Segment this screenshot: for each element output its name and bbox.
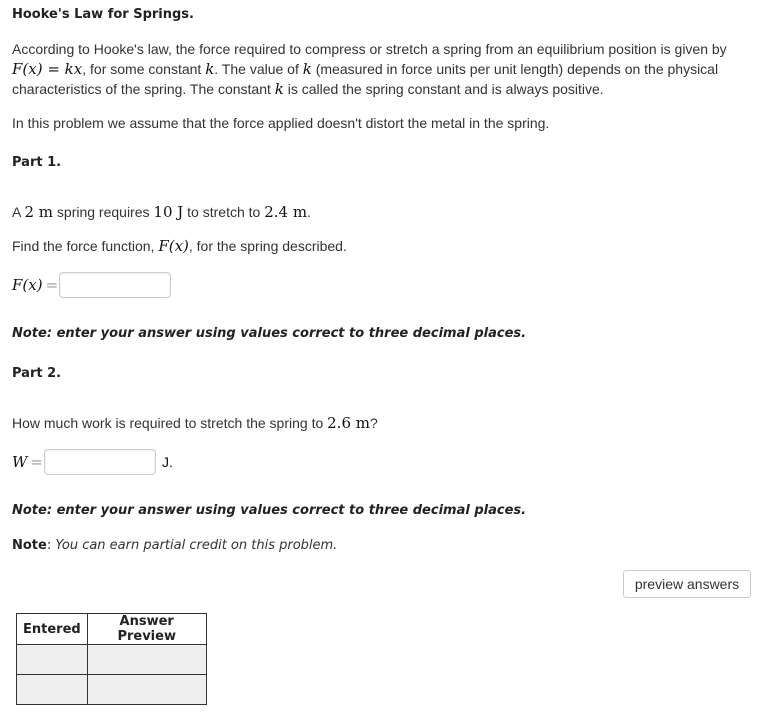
intro-line-3: characteristics of the spring. The constant k is called the spring constant and is always positive. xyxy=(12,80,604,98)
answer-preview-header: Answer Preview xyxy=(87,614,206,645)
part1-answer-row: F(x) = xyxy=(12,271,171,299)
partial-credit-note: Note: You can earn partial credit on this problem. xyxy=(12,538,338,553)
work-unit: J. xyxy=(162,454,173,470)
results-header-row xyxy=(17,614,207,645)
table-row xyxy=(17,675,207,705)
preview-answers-button[interactable]: preview answers xyxy=(623,570,751,598)
part2-answer-row: W = J. xyxy=(12,448,173,476)
part1-problem: A 2 m spring requires 10 J to stretch to 2.4 m. xyxy=(12,203,311,221)
part1-heading: Part 1. xyxy=(12,155,62,170)
intro-line-2: F(x) = kx, for some constant k. The value of k (measured in force units per unit length) depends on the physical xyxy=(12,60,719,78)
results-table xyxy=(16,613,207,705)
preview-cell xyxy=(87,645,206,675)
part1-question: Find the force function, F(x), for the spring described. xyxy=(12,237,347,255)
entered-header: Entered xyxy=(17,614,88,645)
part1-answer-label: F(x) xyxy=(12,276,43,294)
part2-question: How much work is required to stretch the spring to 2.6 m? xyxy=(12,414,378,432)
part2-answer-label: W xyxy=(12,453,28,471)
page-title: Hooke's Law for Springs. xyxy=(12,7,194,22)
assumption-text: In this problem we assume that the force applied doesn't distort the metal in the spring. xyxy=(12,115,550,131)
part2-note: Note: enter your answer using values correct to three decimal places. xyxy=(12,503,527,518)
hooke-formula: F(x) = kx xyxy=(12,60,83,78)
part2-heading: Part 2. xyxy=(12,366,62,381)
part1-note: Note: enter your answer using values correct to three decimal places. xyxy=(12,326,527,341)
work-input[interactable] xyxy=(44,449,156,475)
force-function-input[interactable] xyxy=(59,272,171,298)
entered-cell xyxy=(17,645,88,675)
table-row xyxy=(17,645,207,675)
entered-cell xyxy=(17,675,88,705)
intro-line-1: According to Hooke's law, the force required to compress or stretch a spring from an equilibrium position is given by xyxy=(12,41,727,57)
preview-cell xyxy=(87,675,206,705)
